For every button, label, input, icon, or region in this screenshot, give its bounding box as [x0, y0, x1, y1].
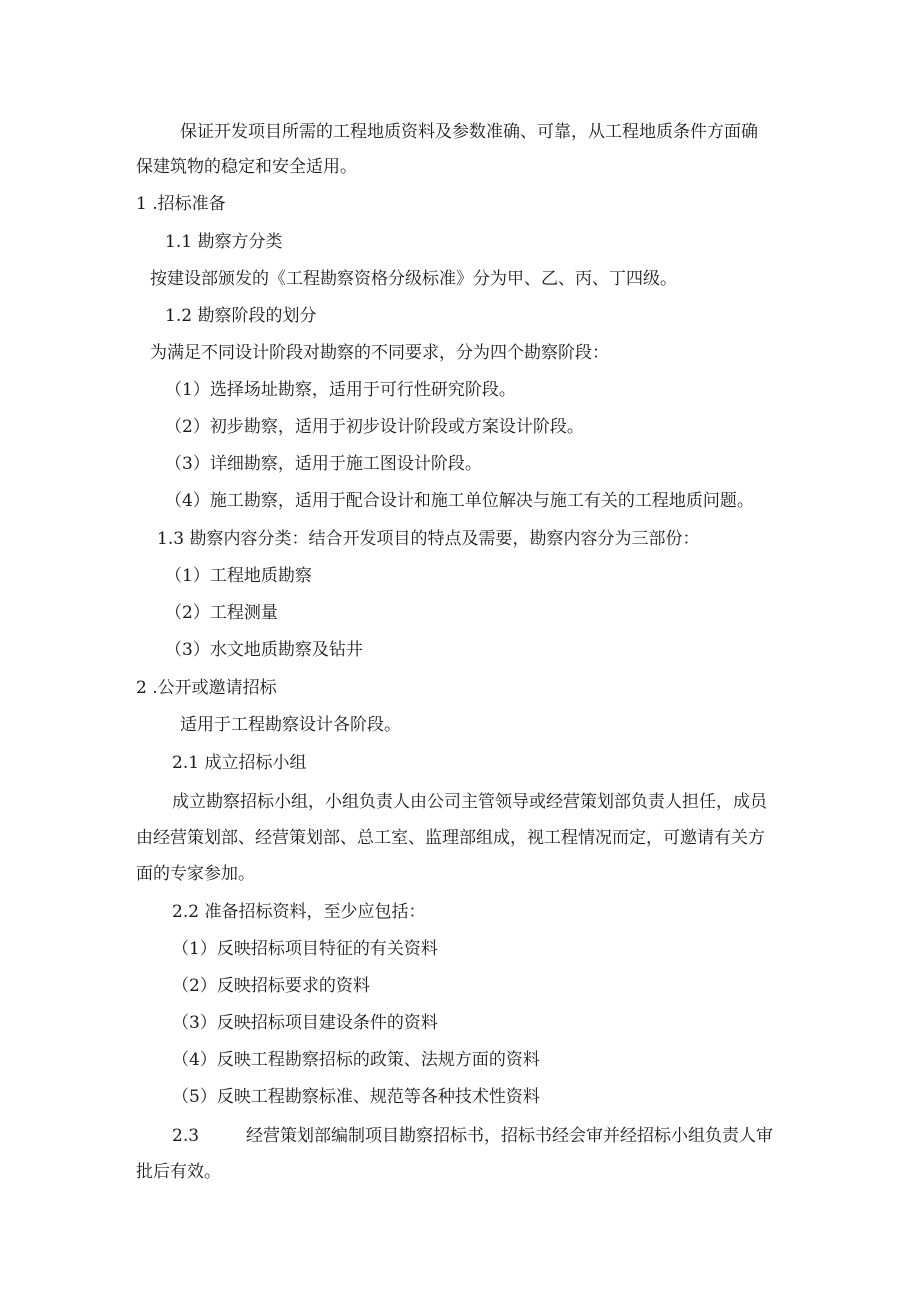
- list-item: （1）选择场址勘察，适用于可行性研究阶段。: [165, 380, 516, 400]
- list-item: （4）施工勘察，适用于配合设计和施工单位解决与施工有关的工程地质问题。: [165, 491, 754, 511]
- subsection-2-1-line-2: 由经营策划部、经营策划部、总工室、监理部组成，视工程情况而定，可邀请有关方: [136, 828, 765, 848]
- list-item: （2）初步勘察，适用于初步设计阶段或方案设计阶段。: [165, 417, 584, 437]
- subsection-2-2-heading: 2.2 准备招标资料，至少应包括：: [172, 902, 426, 922]
- subsection-2-1-heading: 2.1 成立招标小组: [172, 753, 307, 773]
- subsection-2-3-line-1: 经营策划部编制项目勘察招标书，招标书经会审并经招标小组负责人审: [246, 1126, 773, 1146]
- subsection-1-3-text: 1.3 勘察内容分类：结合开发项目的特点及需要，勘察内容分为三部份：: [157, 529, 700, 549]
- list-item: （2）反映招标要求的资料: [172, 976, 370, 996]
- list-item: （3）反映招标项目建设条件的资料: [172, 1013, 438, 1033]
- list-item: （3）水文地质勘察及钻井: [165, 640, 363, 660]
- intro-line-2: 保建筑物的稳定和安全适用。: [136, 157, 357, 177]
- subsection-2-1-line-3: 面的专家参加。: [136, 864, 255, 884]
- list-item: （1）工程地质勘察: [165, 566, 312, 586]
- intro-line-1: 保证开发项目所需的工程地质资料及参数准确、可靠，从工程地质条件方面确: [180, 122, 758, 142]
- subsection-2-3-number: 2.3: [172, 1126, 200, 1146]
- subsection-1-2-heading: 1.2 勘察阶段的划分: [165, 306, 317, 326]
- list-item: （2）工程测量: [165, 603, 278, 623]
- section-2-text: 适用于工程勘察设计各阶段。: [180, 715, 401, 735]
- subsection-1-1-text: 按建设部颁发的《工程勘察资格分级标准》分为甲、乙、丙、丁四级。: [150, 269, 677, 289]
- list-item: （5）反映工程勘察标准、规范等各种技术性资料: [172, 1087, 540, 1107]
- subsection-1-1-heading: 1.1 勘察方分类: [165, 232, 283, 252]
- section-1-heading: 1 .招标准备: [136, 194, 226, 214]
- list-item: （3）详细勘察，适用于施工图设计阶段。: [165, 454, 482, 474]
- list-item: （1）反映招标项目特征的有关资料: [172, 939, 438, 959]
- subsection-1-2-text: 为满足不同设计阶段对勘察的不同要求，分为四个勘察阶段：: [150, 343, 609, 363]
- subsection-2-3-line-2: 批后有效。: [136, 1162, 221, 1182]
- section-2-heading: 2 .公开或邀请招标: [136, 678, 277, 698]
- subsection-2-1-line-1: 成立勘察招标小组，小组负责人由公司主管领导或经营策划部负责人担任，成员: [172, 792, 767, 812]
- list-item: （4）反映工程勘察招标的政策、法规方面的资料: [172, 1050, 540, 1070]
